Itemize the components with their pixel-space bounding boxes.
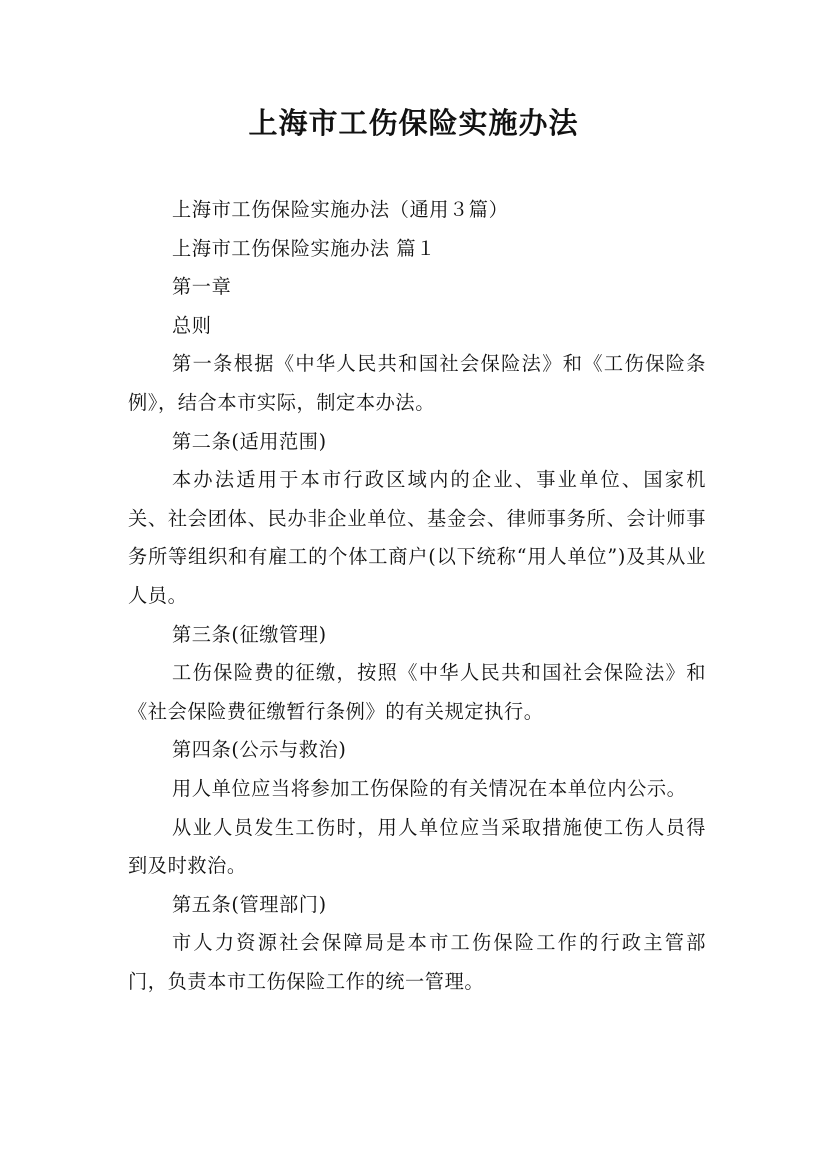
paragraph-article-1: 第一条根据《中华人民共和国社会保险法》和《工伤保险条例》，结合本市实际，制定本办法。: [128, 352, 706, 414]
paragraph-article-4-body-2: 从业人员发生工伤时，用人单位应当采取措施使工伤人员得到及时救治。: [128, 815, 706, 878]
paragraph-chapter: 第一章: [172, 275, 232, 299]
paragraph-article-5-heading: 第五条(管理部门): [172, 892, 327, 916]
paragraph-article-2-body: 本办法适用于本市行政区域内的企业、事业单位、国家机关、社会团体、民办非企业单位、基金会、律师事务所、会计师事务所等组织和有雇工的个体工商户(以下统称“用人单位”)及其从业人员。: [128, 468, 706, 607]
document-body: [128, 191, 706, 1001]
paragraph-section-heading: 上海市工伤保险实施办法 篇１: [172, 236, 436, 260]
paragraph-subtitle: 上海市工伤保险实施办法（通用３篇）: [172, 198, 509, 221]
paragraph-article-4-body-1: 用人单位应当将参加工伤保险的有关情况在本单位内公示。: [172, 776, 687, 800]
paragraph-article-4-heading: 第四条(公示与救治): [172, 738, 347, 762]
paragraph-article-3-heading: 第三条(征缴管理): [172, 622, 327, 646]
paragraph-general-rules: 总则: [172, 313, 212, 337]
paragraph-article-3-body: 工伤保险费的征缴，按照《中华人民共和国社会保险法》和《社会保险费征缴暂行条例》的有关规定执行。: [128, 661, 706, 723]
paragraph-article-2-heading: 第二条(适用范围): [172, 429, 327, 453]
paragraph-article-5-body: 市人力资源社会保障局是本市工伤保险工作的行政主管部门，负责本市工伤保险工作的统一管理。: [128, 931, 706, 993]
document-title: 上海市工伤保险实施办法: [248, 106, 579, 140]
